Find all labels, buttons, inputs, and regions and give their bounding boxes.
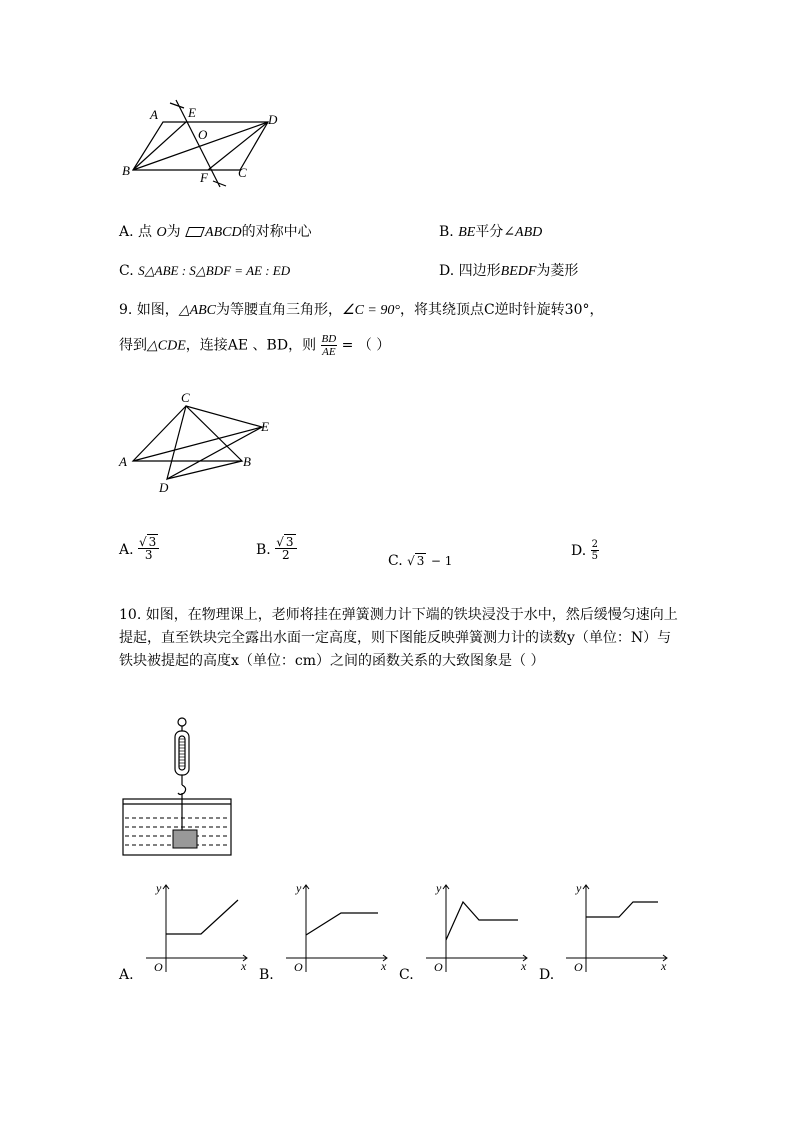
q10-graph-a xyxy=(141,880,251,975)
label-d: D xyxy=(159,480,169,495)
q8-option-d[interactable]: D. 四边形BEDF为菱形 xyxy=(439,263,579,279)
q9-stem-line2: 得到△CDE，连接AE 、BD，则 $\frac{BD}{AE}$ = （ ） xyxy=(119,333,391,358)
perpendicular-bisector-ef xyxy=(176,100,220,187)
graph-c-line xyxy=(446,902,518,940)
label-e: E xyxy=(261,419,269,434)
segment-df xyxy=(208,122,268,170)
q10-stem: 10. 如图，在物理课上，老师将挂在弹簧测力计下端的铁块浸没于水中，然后缓慢匀速向上提起，直至铁块完全露出水面一定高度，则下图能反映弹簧测力计的读数y（单位：N）与铁块被提起的高度x（单位：cm）之间的函数关系的大致图象是（ ） xyxy=(119,607,678,669)
q9-option-d[interactable]: D. $\frac{2}{5}$ xyxy=(571,539,599,562)
svg-text:y: y xyxy=(156,881,162,895)
fraction-bd-over-ae: $\frac{BD}{AE}$ xyxy=(321,333,337,358)
q10-option-a-label[interactable]: A. xyxy=(119,967,134,983)
svg-text:O: O xyxy=(574,960,583,974)
spring-scale-body xyxy=(175,731,189,775)
triangle-abc xyxy=(133,406,242,461)
q9-option-b[interactable]: B. $\frac{√ 3}{2}$ xyxy=(256,536,297,561)
scale-ring xyxy=(178,718,186,726)
arc-mark-top xyxy=(170,103,184,108)
svg-text:O: O xyxy=(154,960,163,974)
svg-text:x: x xyxy=(661,959,667,973)
label-b: B xyxy=(243,454,251,469)
svg-text:y: y xyxy=(296,881,302,895)
q10-graph-c xyxy=(421,880,531,975)
q8-parallelogram-figure xyxy=(118,95,288,190)
segment-bd xyxy=(167,461,242,479)
label-a: A xyxy=(150,107,158,122)
label-e: E xyxy=(188,105,196,120)
label-a: A xyxy=(119,454,127,469)
svg-text:x: x xyxy=(521,959,527,973)
svg-text:y: y xyxy=(436,881,442,895)
label-b: B xyxy=(122,163,130,178)
parallelogram-symbol-icon xyxy=(185,227,205,237)
svg-text:x: x xyxy=(381,959,387,973)
label-o: O xyxy=(198,127,208,142)
segment-be xyxy=(133,122,186,170)
svg-text:y: y xyxy=(576,881,582,895)
q10-spring-scale-figure xyxy=(118,715,238,865)
q8-option-b[interactable]: B. BE平分∠ABD xyxy=(439,224,543,240)
iron-block xyxy=(173,830,197,848)
q10-graph-d xyxy=(561,880,671,975)
q10-option-c-label[interactable]: C. xyxy=(399,967,414,983)
label-c: C xyxy=(181,390,190,405)
q10-graph-b xyxy=(281,880,391,975)
graph-b-line xyxy=(306,913,378,935)
q9-option-a[interactable]: A. $\frac{√ 3}{3}$ xyxy=(119,536,159,561)
svg-text:O: O xyxy=(294,960,303,974)
q9-rotated-triangles-figure xyxy=(115,388,285,498)
q10-option-d-label[interactable]: D. xyxy=(539,967,555,983)
svg-text:O: O xyxy=(434,960,443,974)
label-f: F xyxy=(200,170,208,185)
q8-option-c[interactable]: C. S△ABE : S△BDF = AE : ED xyxy=(119,263,291,279)
graph-a-line xyxy=(166,900,238,934)
label-c: C xyxy=(238,165,247,180)
graph-d-line xyxy=(586,902,658,917)
q9-option-c[interactable]: C. √ 3 − 1 xyxy=(388,553,453,569)
label-d: D xyxy=(268,112,278,127)
q10-graph-options xyxy=(119,880,689,990)
q10-option-b-label[interactable]: B. xyxy=(259,967,274,983)
q9-stem-line1: 9. 如图，△ABC为等腰直角三角形，∠C = 90°，将其绕顶点C逆时针旋转30°， xyxy=(119,302,604,318)
q8-option-a[interactable]: A. 点 O为 ABCD的对称中心 xyxy=(119,224,312,240)
svg-text:x: x xyxy=(241,959,247,973)
